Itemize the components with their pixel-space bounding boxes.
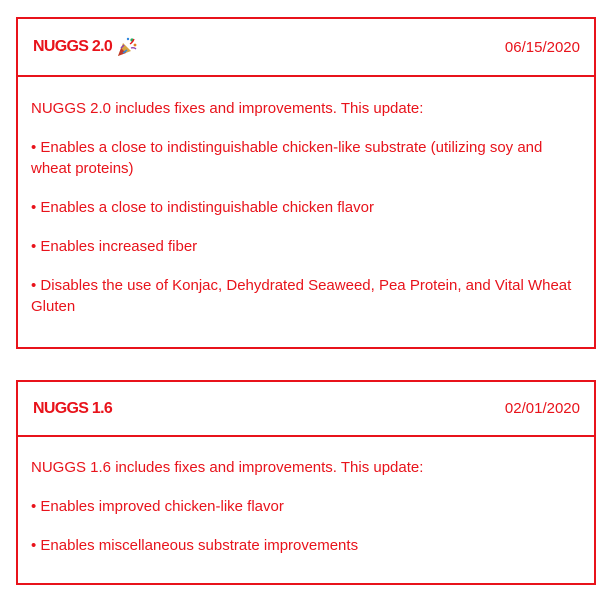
update-date: 02/01/2020 [504,400,580,417]
party-popper-icon [116,36,138,58]
update-bullet: • Enables miscellaneous substrate improvements [31,537,359,554]
update-title: NUGGS 1.6 [33,399,113,417]
update-bullet: • Disables the use of Konjac, Dehydrated Seaweed, Pea Protein, and Vital Wheat Gluten [31,277,572,315]
update-bullet: • Enables improved chicken-like flavor [31,498,284,515]
update-intro: NUGGS 1.6 includes fixes and improvements. This update: [31,459,424,476]
update-card-header [18,382,594,437]
update-intro: NUGGS 2.0 includes fixes and improvements. This update: [31,100,424,117]
update-card-header [18,19,594,77]
update-card-body [18,77,594,317]
update-card [16,380,596,585]
update-card-body [18,437,594,556]
update-card [16,17,596,349]
update-date: 06/15/2020 [504,38,580,56]
update-bullet: • Enables a close to indistinguishable chicken flavor [31,199,374,216]
update-title-wrap [33,36,138,58]
update-bullet: • Enables a close to indistinguishable chicken-like substrate (utilizing soy and wheat proteins) [31,139,543,177]
update-bullet: • Enables increased fiber [31,238,198,255]
update-title: NUGGS 2.0 [33,38,113,55]
update-title-wrap [33,400,112,418]
